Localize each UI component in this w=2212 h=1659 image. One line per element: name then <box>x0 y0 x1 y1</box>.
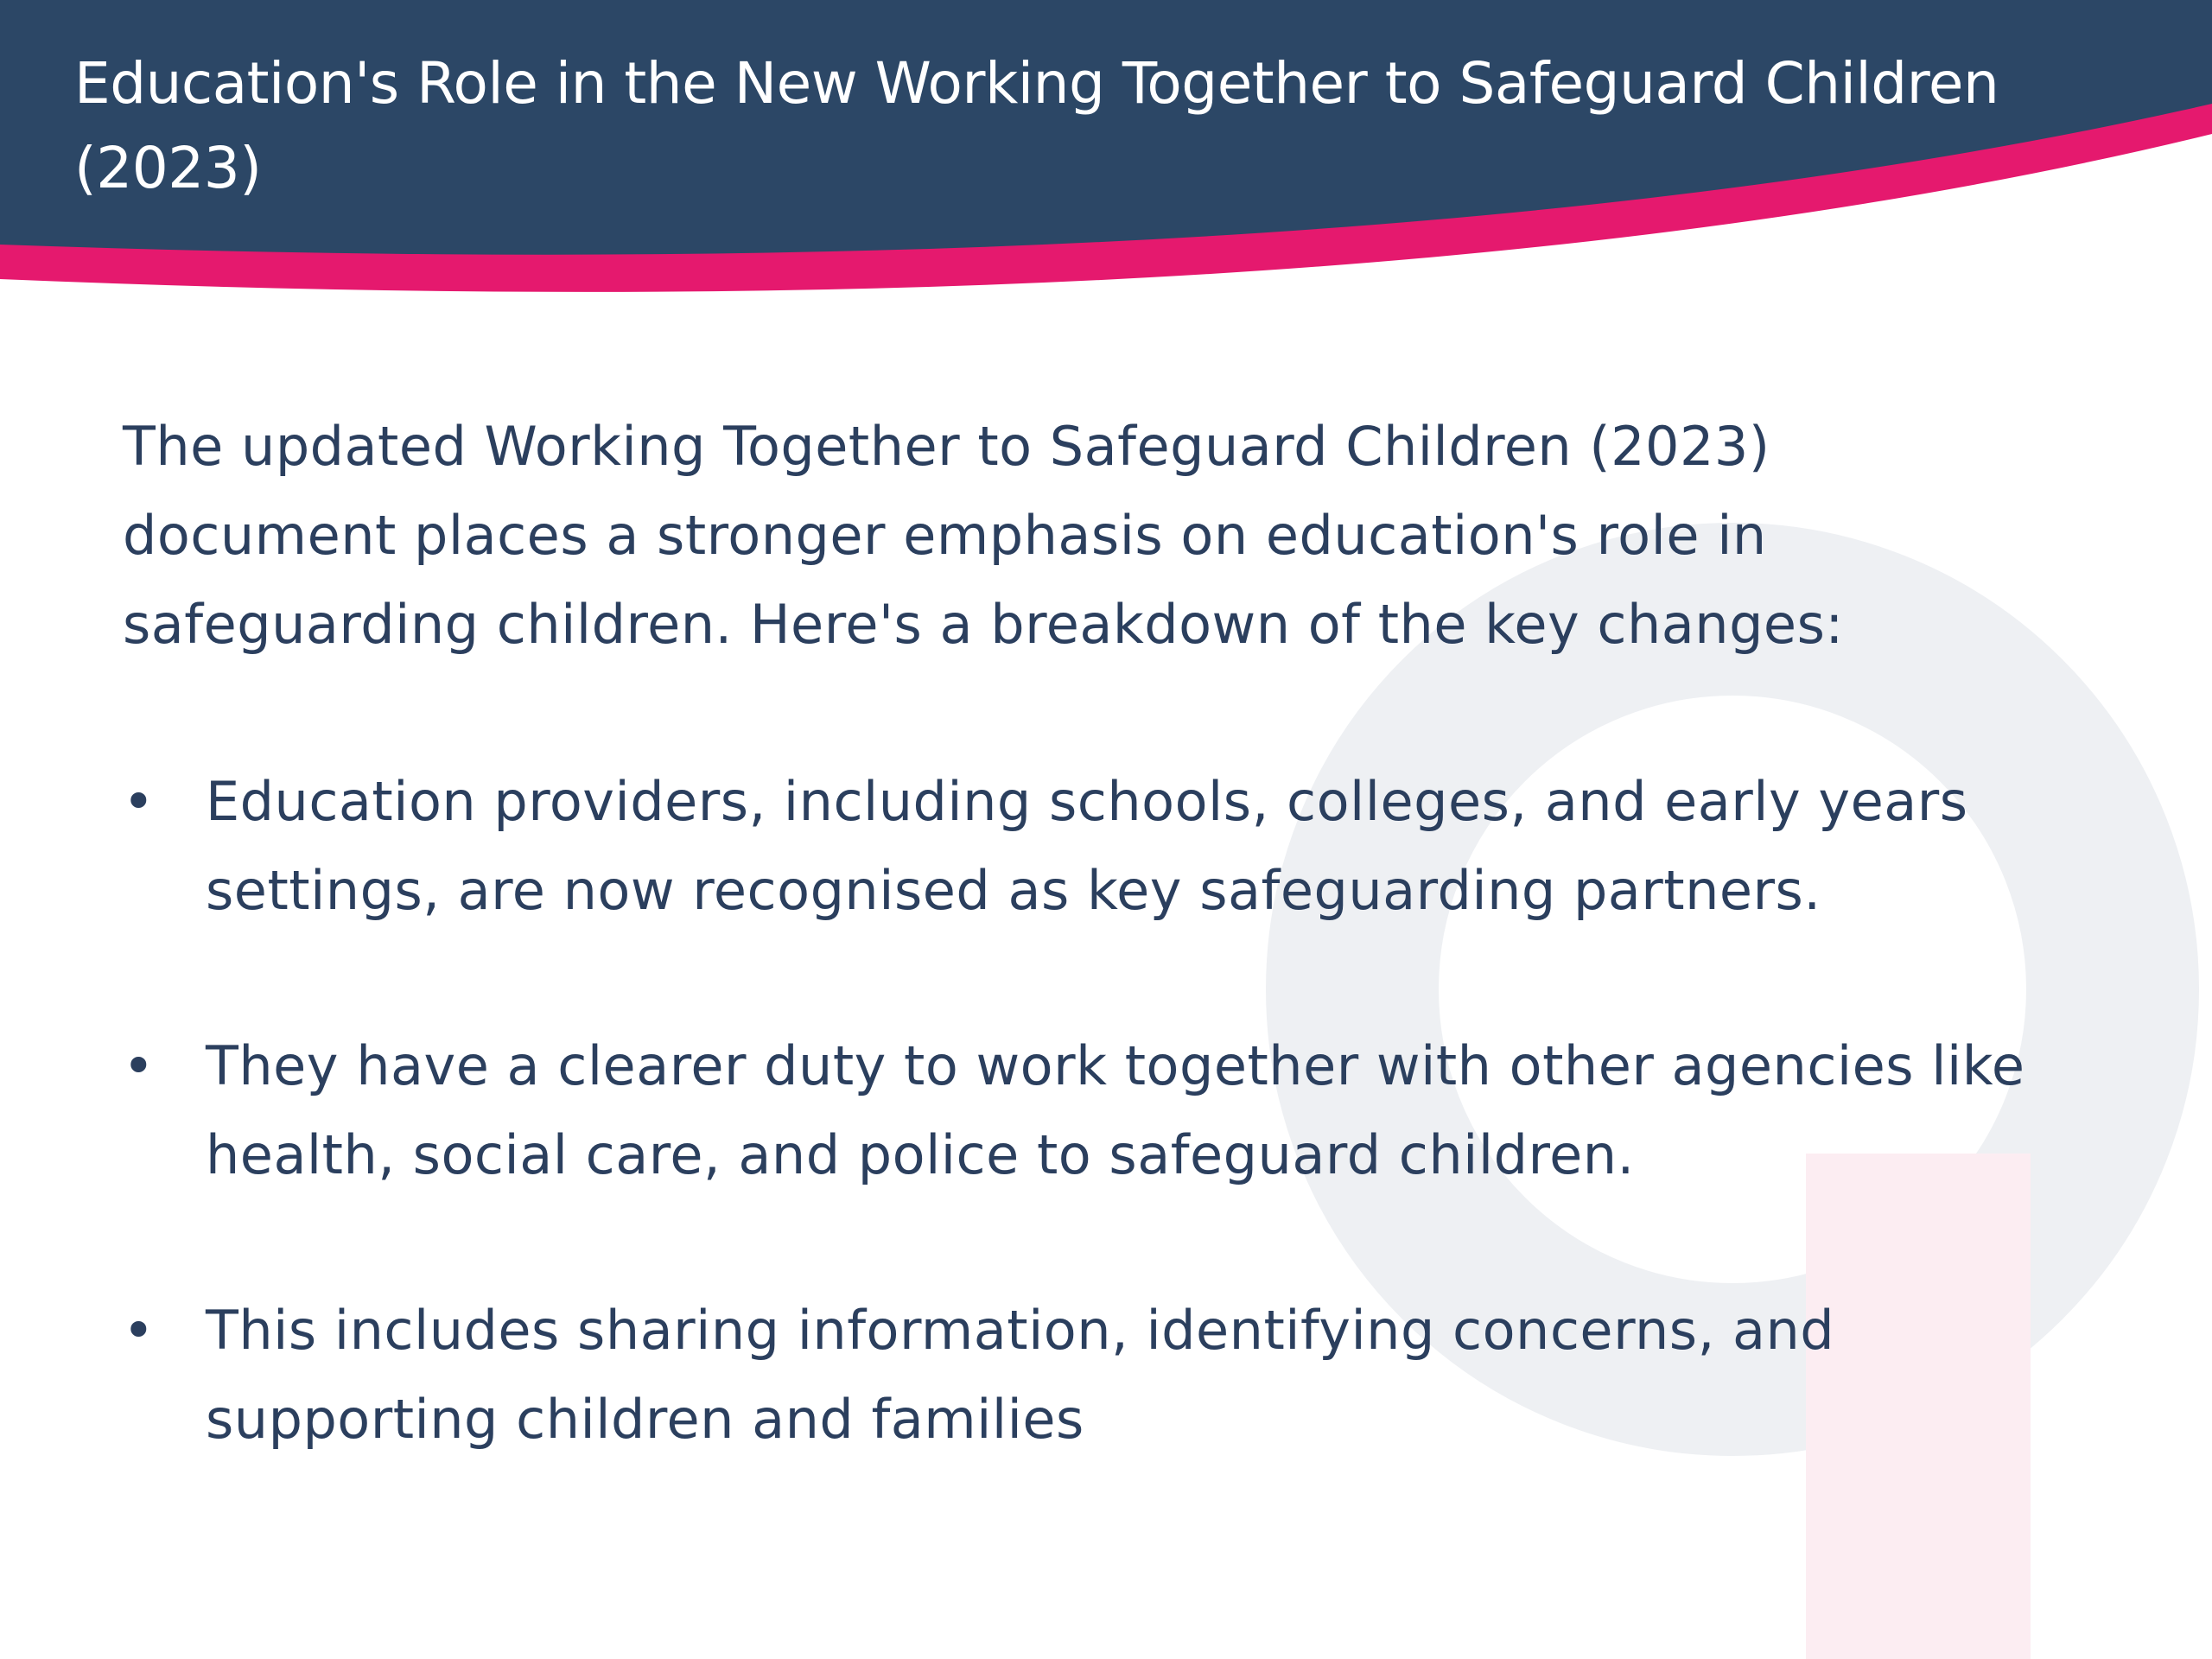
bullet-icon: • <box>123 770 156 833</box>
list-item <box>123 1286 2124 1464</box>
bullet-text: This includes sharing information, identifying concerns, and supporting children and families <box>206 1299 1835 1451</box>
bullet-icon: • <box>123 1034 156 1097</box>
intro-paragraph: The updated Working Together to Safeguard Children (2023) document places a stronger emphasis on education's role in safeguarding children. Here's a breakdown of the key changes: <box>123 415 1844 656</box>
slide-title: Education's Role in the New Working Together to Safeguard Children (2023) <box>74 50 1999 201</box>
bullet-text: They have a clearer duty to work together with other agencies like health, social care, and police to safeguard children. <box>206 1034 2025 1186</box>
bullet-text: Education providers, including schools, colleges, and early years settings, are now recognised as key safeguarding partners. <box>206 770 1968 922</box>
list-item <box>123 757 2124 935</box>
slide-body <box>123 402 2110 1464</box>
key-changes-list <box>123 757 2110 1464</box>
list-item <box>123 1021 2124 1199</box>
bullet-icon: • <box>123 1299 156 1362</box>
